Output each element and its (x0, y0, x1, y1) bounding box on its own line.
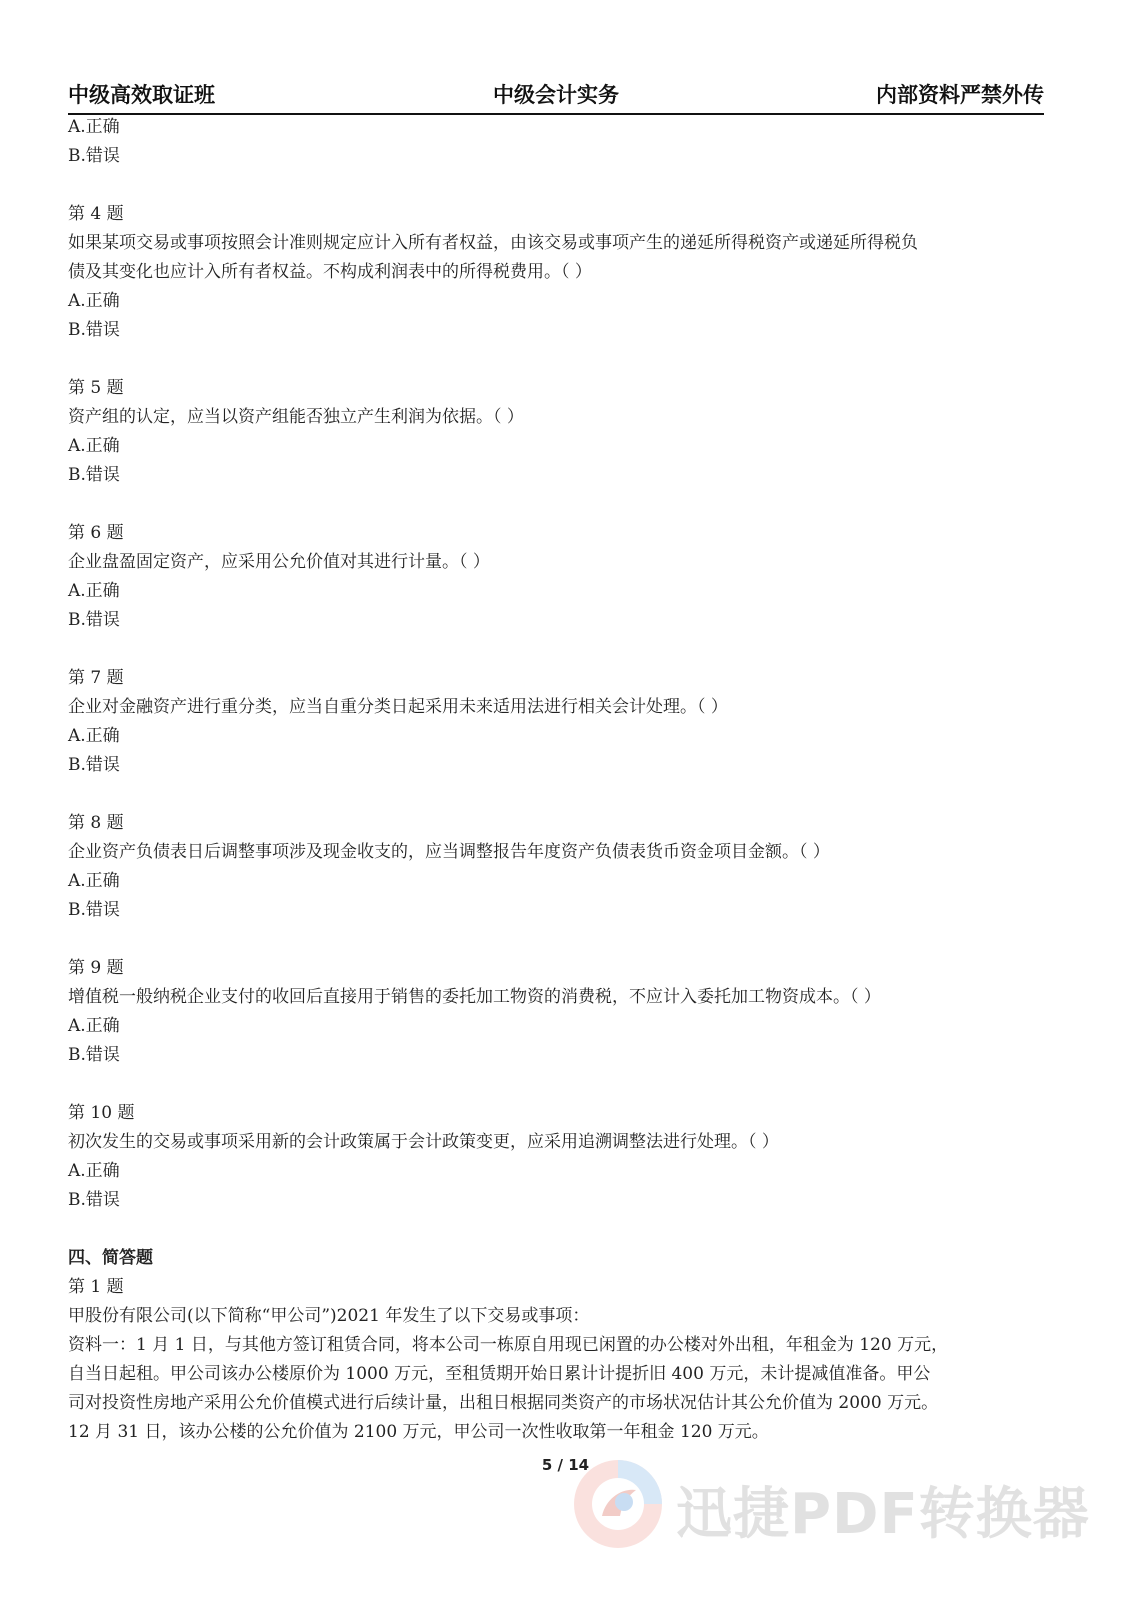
question-text-line: 企业对金融资产进行重分类，应当自重分类日起采用未来适用法进行相关会计处理。（ ） (68, 697, 728, 717)
page-header (68, 80, 1044, 115)
section-title: 四、简答题 (68, 1248, 153, 1268)
question-9 (68, 954, 1044, 1070)
question-text-line: 资产组的认定，应当以资产组能否独立产生利润为依据。（ ） (68, 407, 524, 427)
header-confidential-note: 内部资料严禁外传 (876, 83, 1044, 107)
option-b: B.错误 (68, 146, 120, 166)
question-10 (68, 1099, 1044, 1215)
question-number: 第 9 题 (68, 958, 124, 978)
option-b: B.错误 (68, 320, 120, 340)
question-text-line: 企业资产负债表日后调整事项涉及现金收支的，应当调整报告年度资产负债表货币资金项目金额。（ ） (68, 842, 830, 862)
option-b: B.错误 (68, 610, 120, 630)
option-a: A.正确 (68, 1161, 120, 1181)
option-a: A.正确 (68, 871, 120, 891)
question-4 (68, 200, 1044, 345)
watermark-text: 迅捷PDF转换器 (676, 1482, 1090, 1547)
question-text-line: 12 月 31 日，该办公楼的公允价值为 2100 万元，甲公司一次性收取第一年租金 120 万元。 (68, 1422, 769, 1442)
question-number: 第 8 题 (68, 813, 124, 833)
question-number: 第 7 题 (68, 668, 124, 688)
header-course-name: 中级高效取证班 (68, 83, 215, 107)
option-a: A.正确 (68, 291, 120, 311)
section-short-answer (68, 1244, 1044, 1447)
question-8 (68, 809, 1044, 925)
question-text-line: 资料一：1 月 1 日，与其他方签订租赁合同，将本公司一栋原自用现已闲置的办公楼对外出租，年租金为 120 万元， (68, 1335, 949, 1355)
question-text-line: 债及其变化也应计入所有者权益。不构成利润表中的所得税费用。（ ） (68, 262, 592, 282)
xunjie-logo-icon (572, 1458, 664, 1550)
header-subject: 中级会计实务 (493, 83, 619, 107)
question-text-line: 初次发生的交易或事项采用新的会计政策属于会计政策变更，应采用追溯调整法进行处理。（ ） (68, 1132, 779, 1152)
option-a: A.正确 (68, 1016, 120, 1036)
option-a: A.正确 (68, 436, 120, 456)
question-6 (68, 519, 1044, 635)
option-b: B.错误 (68, 755, 120, 775)
question-text-line: 企业盘盈固定资产，应采用公允价值对其进行计量。（ ） (68, 552, 490, 572)
option-b: B.错误 (68, 1190, 120, 1210)
page-number: 5 / 14 (541, 1456, 590, 1474)
option-a: A.正确 (68, 581, 120, 601)
option-b: B.错误 (68, 465, 120, 485)
question-text-line: 司对投资性房地产采用公允价值模式进行后续计量，出租日根据同类资产的市场状况估计其公允价值为 2000 万元。 (68, 1393, 939, 1413)
question-number: 第 5 题 (68, 378, 124, 398)
option-b: B.错误 (68, 1045, 120, 1065)
option-a: A.正确 (68, 726, 120, 746)
question-3-options (68, 113, 1044, 171)
option-a: A.正确 (68, 117, 120, 137)
question-text-line: 自当日起租。甲公司该办公楼原价为 1000 万元，至租赁期开始日累计计提折旧 400 万元，未计提减值准备。甲公 (68, 1364, 931, 1384)
option-b: B.错误 (68, 900, 120, 920)
watermark (572, 1458, 1090, 1578)
question-number: 第 10 题 (68, 1103, 135, 1123)
question-5 (68, 374, 1044, 490)
question-7 (68, 664, 1044, 780)
question-text-line: 如果某项交易或事项按照会计准则规定应计入所有者权益，由该交易或事项产生的递延所得税资产或递延所得税负 (68, 233, 918, 253)
document-body (68, 113, 1044, 1447)
question-text-line: 甲股份有限公司(以下简称“甲公司”)2021 年发生了以下交易或事项： (68, 1306, 590, 1326)
question-number: 第 6 题 (68, 523, 124, 543)
question-number: 第 4 题 (68, 204, 124, 224)
question-number: 第 1 题 (68, 1277, 124, 1297)
question-text-line: 增值税一般纳税企业支付的收回后直接用于销售的委托加工物资的消费税，不应计入委托加工物资成本。（ ） (68, 987, 881, 1007)
